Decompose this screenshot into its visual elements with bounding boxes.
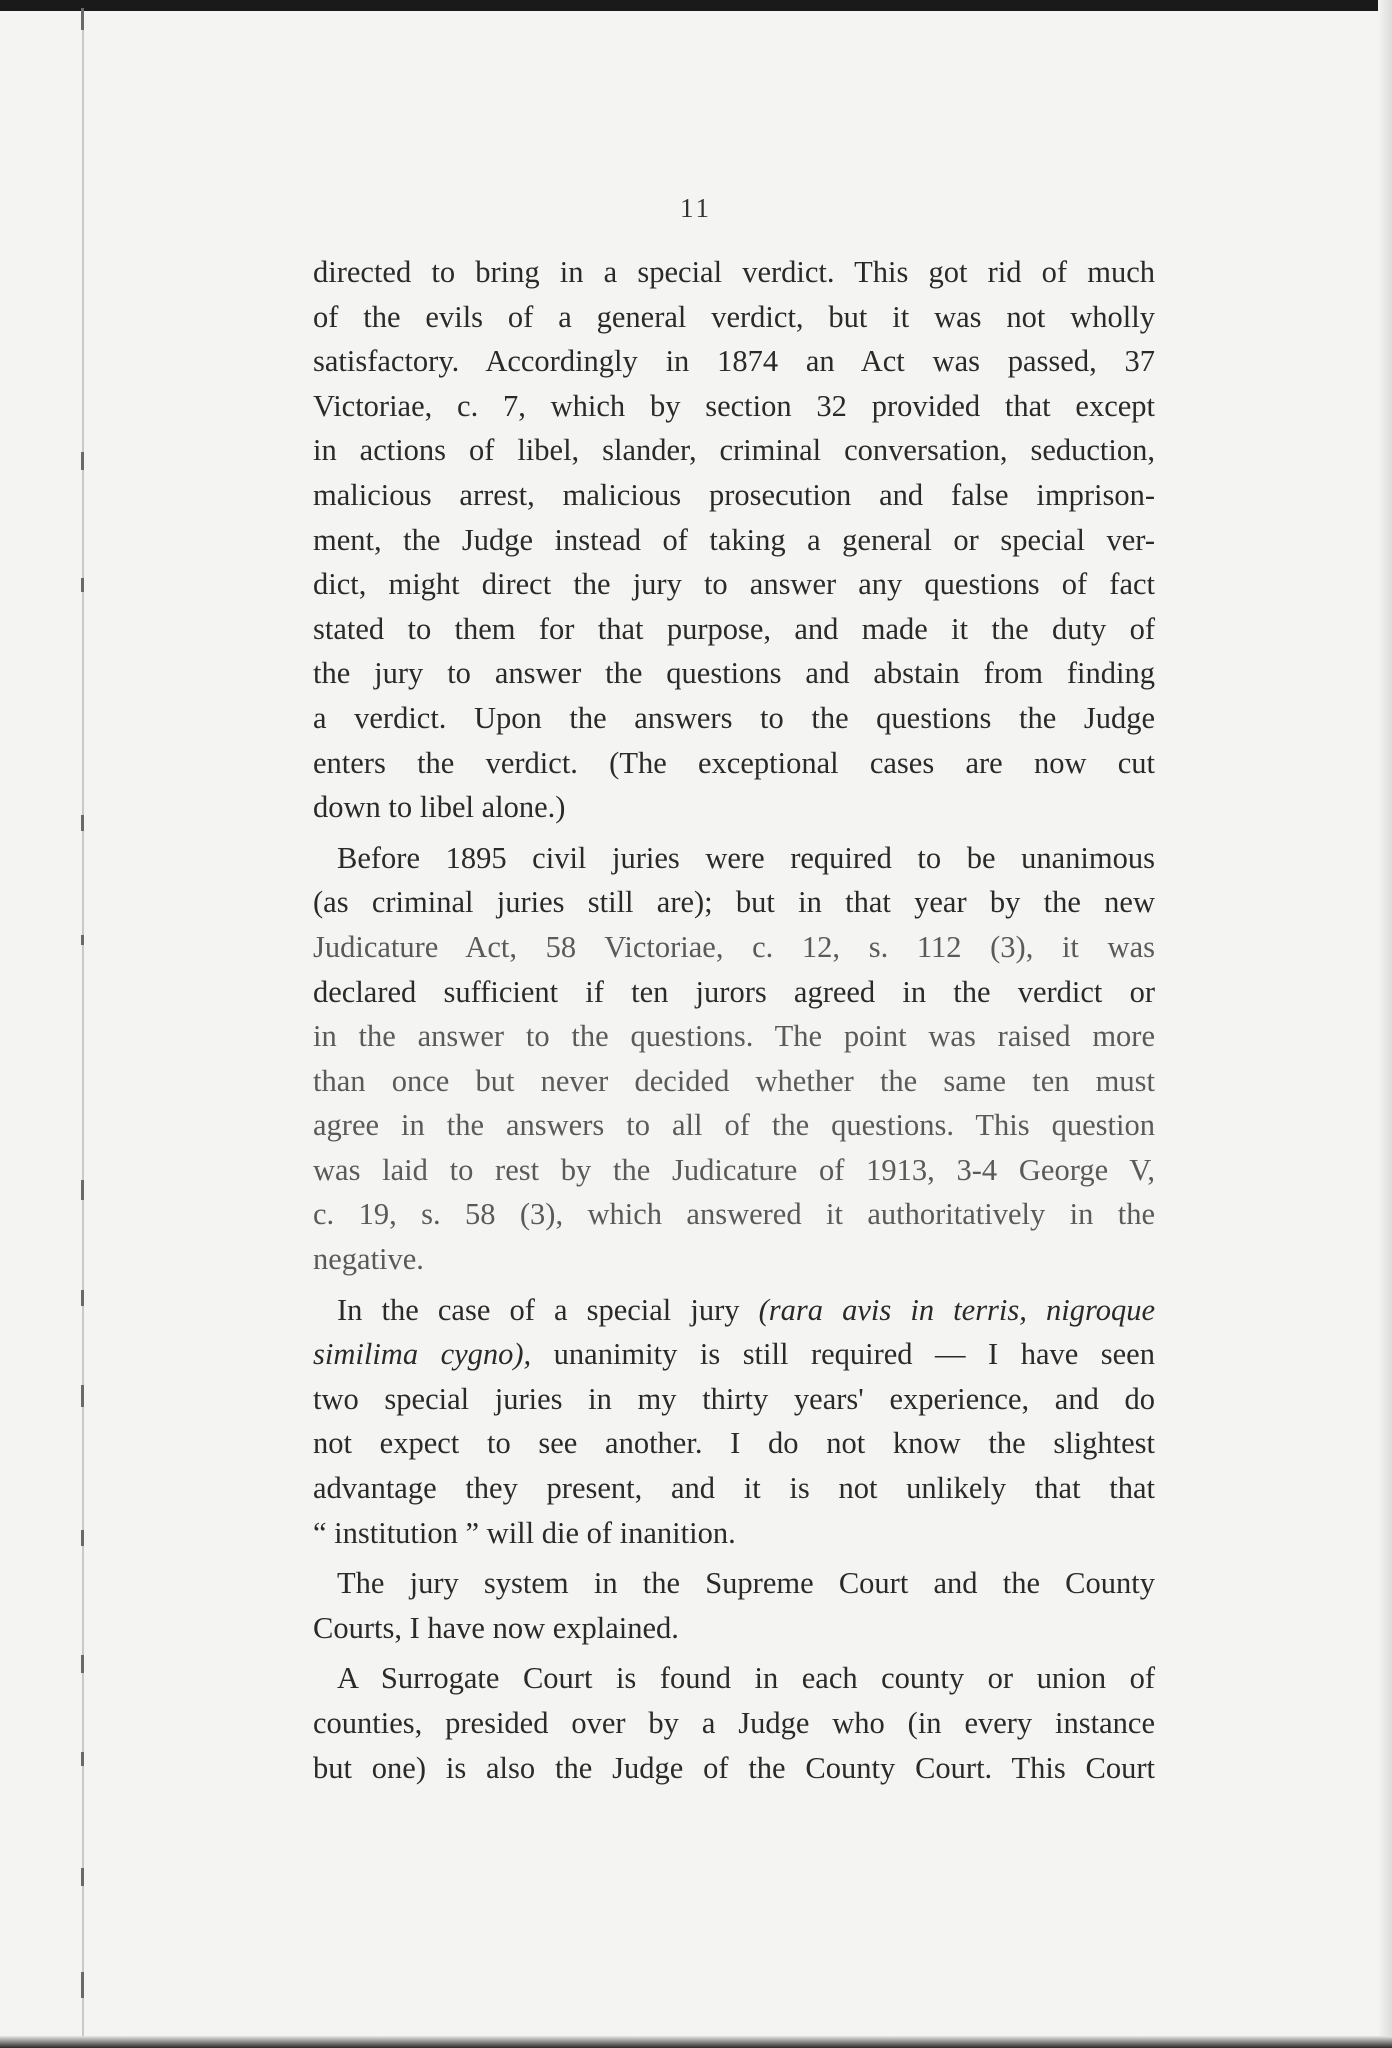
text-line: (as criminal juries still are); but in that year by the new: [313, 885, 1155, 920]
paragraph: [313, 836, 1155, 1282]
text-line: two special juries in my thirty years' experience, and do: [313, 1381, 1155, 1416]
text-line: dict, might direct the jury to answer any questions of fact: [313, 567, 1155, 602]
paragraph: [313, 1561, 1155, 1650]
text-line: agree in the answers to all of the questions. This question: [313, 1108, 1155, 1143]
text-line: Courts, I have now explained.: [313, 1610, 679, 1645]
text-line: [313, 1332, 1155, 1377]
text-line: “ institution ” will die of inanition.: [313, 1515, 736, 1550]
text-line: the jury to answer the questions and abstain from finding: [313, 656, 1155, 691]
text-line: [313, 1288, 1155, 1333]
text-line: A Surrogate Court is found in each county or union of: [337, 1661, 1155, 1696]
page-right-edge: [1378, 0, 1392, 2048]
text-line: advantage they present, and it is not unlikely that that: [313, 1471, 1155, 1506]
text-line: was laid to rest by the Judicature of 1913, 3-4 George V,: [313, 1152, 1155, 1187]
text-line: but one) is also the Judge of the County Court. This Court: [313, 1750, 1155, 1785]
text-line: than once but never decided whether the same ten must: [313, 1063, 1155, 1098]
text-line: enters the verdict. (The exceptional cases are now cut: [313, 745, 1155, 780]
text-line: Judicature Act, 58 Victoriae, c. 12, s. 112 (3), it was: [313, 929, 1155, 964]
binding-margin-line: [82, 20, 84, 2040]
text-run: In the case of a special jury: [337, 1292, 759, 1327]
text-line: of the evils of a general verdict, but it was not wholly: [313, 299, 1155, 334]
text-line: in actions of libel, slander, criminal conversation, seduction,: [313, 433, 1155, 468]
body-text: [313, 250, 1155, 1790]
paragraph: [313, 1656, 1155, 1790]
text-line: not expect to see another. I do not know the slightest: [313, 1426, 1155, 1461]
text-line: directed to bring in a special verdict. This got rid of much: [313, 255, 1155, 289]
text-line: down to libel alone.): [313, 790, 566, 825]
text-line: c. 19, s. 58 (3), which answered it authoritatively in the: [313, 1197, 1155, 1232]
text-line: declared sufficient if ten jurors agreed in the verdict or: [313, 974, 1155, 1009]
text-line: The jury system in the Supreme Court and the County: [337, 1566, 1155, 1601]
text-run: unanimity is still required — I have seen: [531, 1337, 1155, 1372]
text-line: in the answer to the questions. The point was raised more: [313, 1019, 1155, 1054]
paragraph: [313, 250, 1155, 830]
page-top-edge: [0, 0, 1392, 11]
text-line: malicious arrest, malicious prosecution and false imprison-: [313, 477, 1155, 512]
text-line: Before 1895 civil juries were required to be unanimous: [337, 840, 1155, 875]
latin-phrase: similima cygno),: [313, 1337, 532, 1372]
page-bottom-edge: [0, 2036, 1392, 2048]
latin-phrase: (rara avis in terris, nigroque: [758, 1292, 1156, 1327]
text-line: stated to them for that purpose, and made it the duty of: [313, 611, 1155, 646]
paragraph: [313, 1288, 1155, 1556]
text-line: a verdict. Upon the answers to the questions the Judge: [313, 700, 1155, 735]
text-line: counties, presided over by a Judge who (in every instance: [313, 1706, 1155, 1740]
text-line: satisfactory. Accordingly in 1874 an Act was passed, 37: [313, 344, 1155, 379]
text-line: ment, the Judge instead of taking a general or special ver-: [313, 522, 1155, 557]
page-number: 11: [680, 193, 712, 223]
text-line: Victoriae, c. 7, which by section 32 provided that except: [313, 388, 1155, 423]
text-line: negative.: [313, 1242, 424, 1277]
